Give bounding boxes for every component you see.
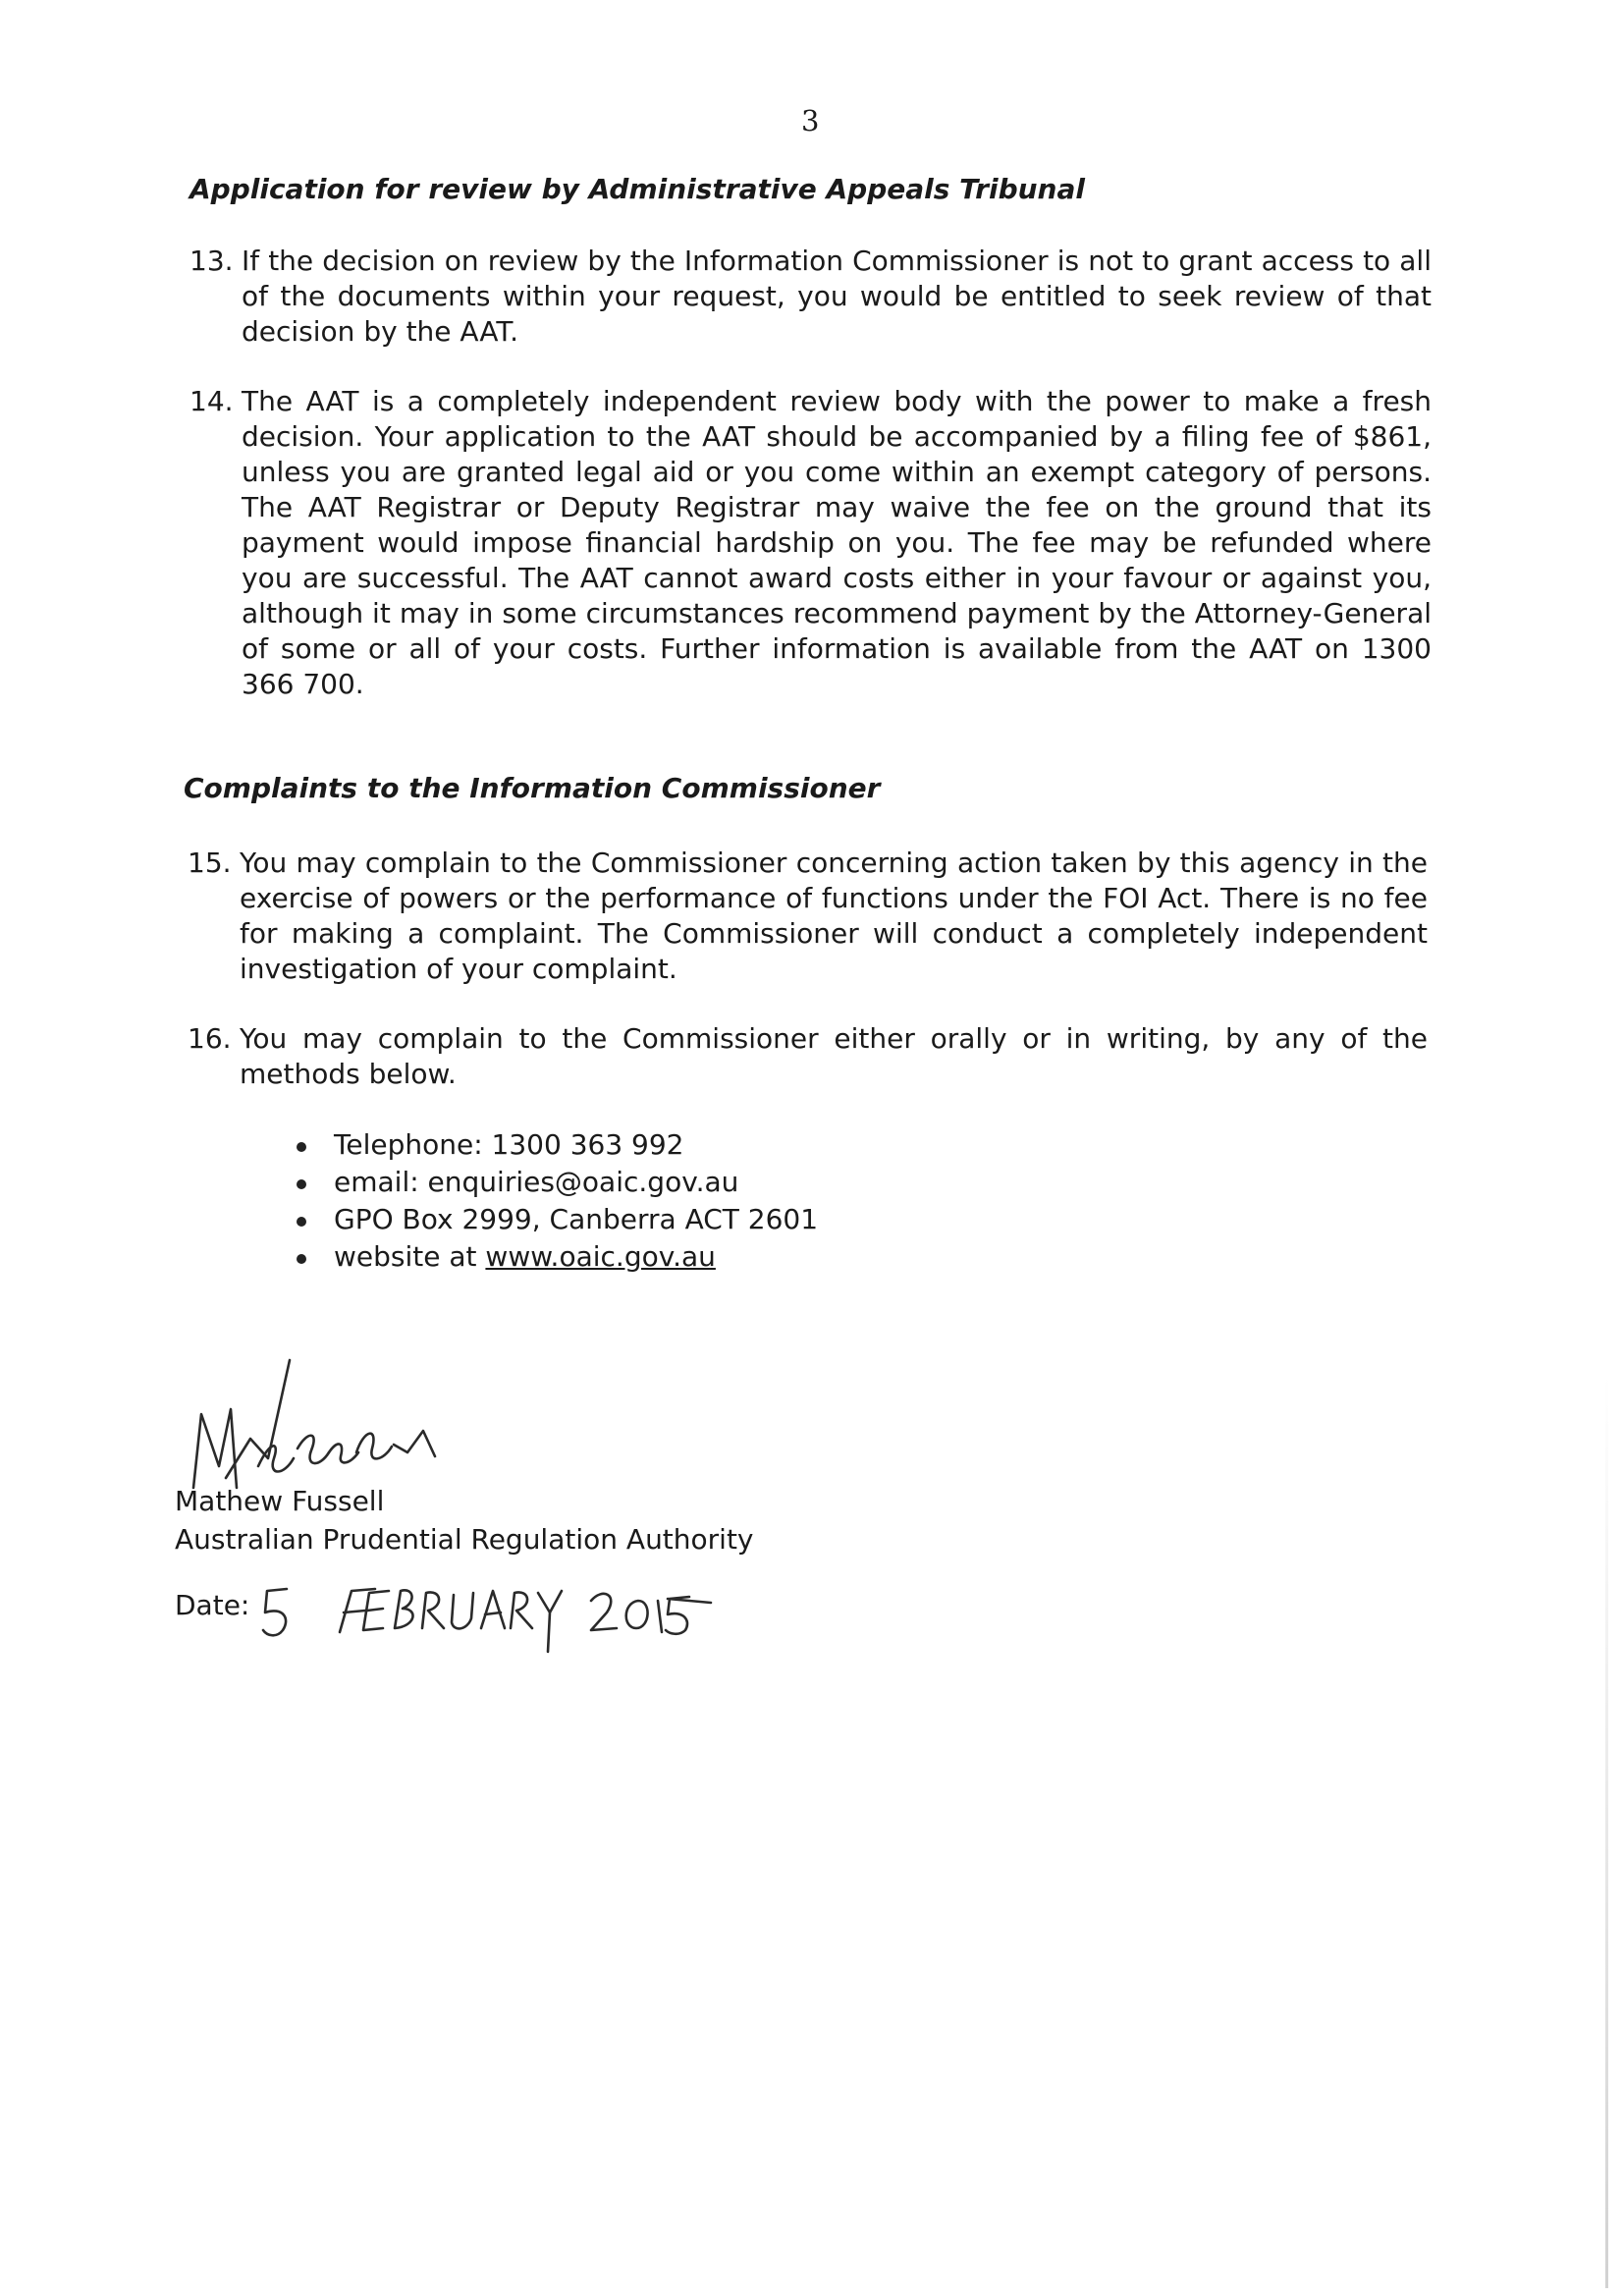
paragraph-number: 13. xyxy=(189,245,234,277)
website-link[interactable]: www.oaic.gov.au xyxy=(485,1240,716,1273)
bullet-icon xyxy=(297,1254,306,1264)
paragraph-text: If the decision on review by the Information Commissioner is not to grant access to all of the documents within your request, you would be entitled to seek review of that decision by the AAT. xyxy=(242,245,1432,348)
contact-method-telephone xyxy=(293,1126,818,1164)
section-heading-aat: Application for review by Administrative Appeals Tribunal xyxy=(189,173,1085,205)
paragraph-14 xyxy=(189,384,1432,702)
contact-method-text: website at xyxy=(334,1240,486,1273)
paragraph-16 xyxy=(188,1021,1428,1092)
contact-method-post xyxy=(293,1201,818,1238)
signer-name: Mathew Fussell xyxy=(175,1485,385,1517)
paragraph-text: You may complain to the Commissioner concerning action taken by this agency in the exercise of powers or the performance of functions under the FOI Act. There is no fee for making a complaint. The Commissioner will conduct a completely independent investigation of your complaint. xyxy=(240,847,1428,985)
paragraph-number: 15. xyxy=(188,847,232,879)
contact-method-email xyxy=(293,1164,818,1201)
paragraph-text: You may complain to the Commissioner either orally or in writing, by any of the methods below. xyxy=(240,1022,1428,1090)
paragraph-13 xyxy=(189,244,1432,350)
section-heading-complaints: Complaints to the Information Commissioner xyxy=(184,772,881,804)
bullet-icon xyxy=(297,1179,306,1189)
bullet-icon xyxy=(297,1217,306,1227)
paragraph-number: 14. xyxy=(189,385,234,417)
contact-method-text: Telephone: 1300 363 992 xyxy=(334,1128,684,1161)
contact-method-text: email: enquiries@oaic.gov.au xyxy=(334,1166,739,1198)
signature-image xyxy=(172,1350,486,1498)
contact-method-text: GPO Box 2999, Canberra ACT 2601 xyxy=(334,1203,819,1235)
bullet-icon xyxy=(297,1142,306,1152)
contact-methods-list xyxy=(293,1126,818,1276)
paragraph-number: 16. xyxy=(188,1022,232,1055)
signer-organisation: Australian Prudential Regulation Authority xyxy=(175,1523,754,1556)
handwritten-date xyxy=(257,1561,719,1660)
paragraph-15 xyxy=(188,846,1428,987)
scan-edge-shadow xyxy=(1605,1375,1608,2288)
contact-method-website xyxy=(293,1238,818,1276)
date-label: Date: xyxy=(175,1589,250,1621)
page-number: 3 xyxy=(801,104,820,137)
paragraph-text: The AAT is a completely independent review body with the power to make a fresh decision. Your application to the AAT should be accompanied by a filing fee of $861, unless you are granted legal aid or you come within an exempt category of persons. The AAT Registrar or Deputy Registrar may waive the fee on the ground that its payment would impose financial hardship on you. The fee may be refunded where you are successful. The AAT cannot award costs either in your favour or against you, although it may in some circumstances recommend payment by the Attorney-General of some or all of your costs. Further information is available from the AAT on 1300 366 700. xyxy=(242,385,1432,700)
